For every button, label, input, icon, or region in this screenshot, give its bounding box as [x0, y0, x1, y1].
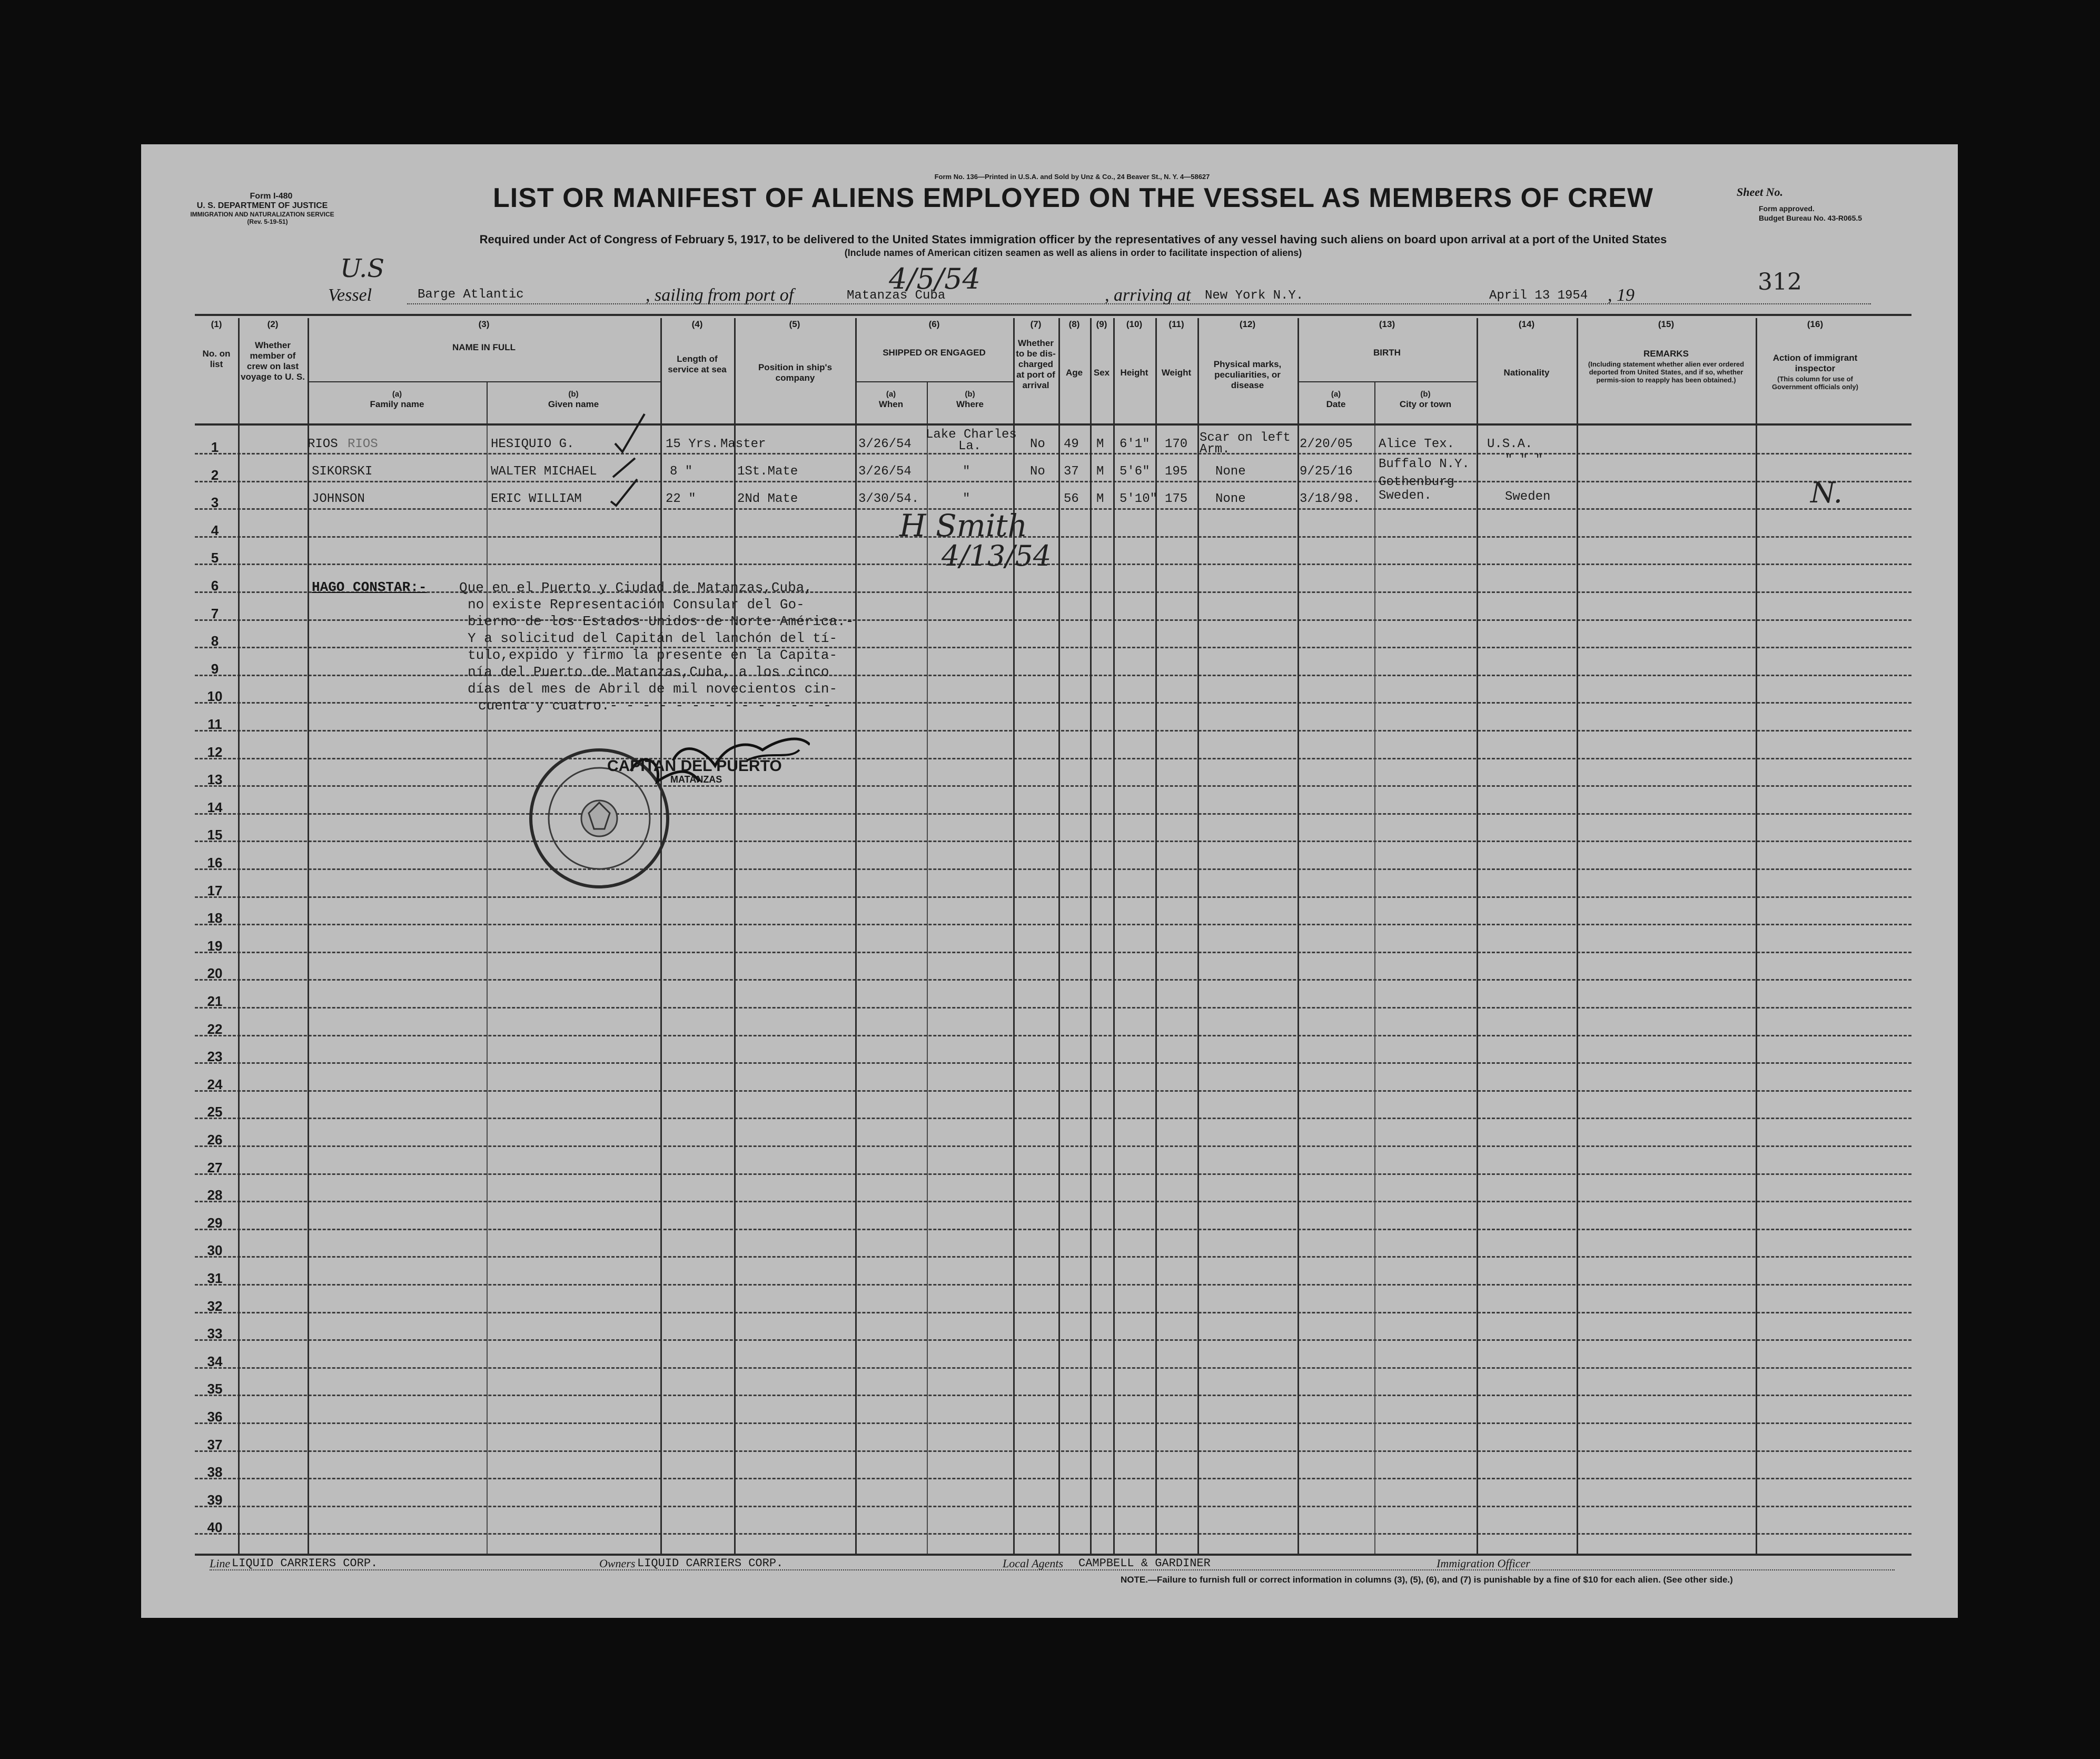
footer-underline — [210, 1569, 1895, 1570]
row-number: 27 — [207, 1159, 223, 1175]
header-length-service: Length of service at sea — [668, 354, 727, 374]
manifest-document — [141, 144, 1958, 1618]
crew-1-given: HESIQUIO G. — [491, 437, 574, 451]
col-line — [1297, 318, 1299, 1554]
certification-line-2: no existe Representación Consular del Go- — [468, 597, 805, 612]
table-row — [195, 785, 1911, 787]
header-birth-date: Date — [1326, 399, 1346, 409]
colnum-11: (11) — [1168, 319, 1184, 329]
row-number: 14 — [207, 799, 223, 815]
table-row — [195, 1450, 1911, 1452]
name-split — [487, 382, 488, 424]
crew-2-age: 37 — [1064, 465, 1079, 479]
name-subdivider — [308, 381, 660, 382]
row-number: 8 — [211, 633, 219, 649]
shipped-split — [927, 382, 928, 424]
table-row — [195, 619, 1911, 621]
crew-2-city: Buffalo N.Y. — [1379, 457, 1470, 471]
certification-line-7: días del mes de Abril de mil novecientos cin- — [468, 681, 838, 697]
header-physical: Physical marks, peculiarities, or disease — [1213, 359, 1282, 390]
header-whether-member: Whether member of crew on last voyage to U. S. — [241, 340, 305, 382]
vessel-underline — [407, 303, 1871, 304]
handwritten-us: U.S — [340, 254, 385, 283]
col-line — [1090, 318, 1092, 1554]
header-remarks: REMARKS — [1643, 349, 1689, 359]
crew-1-family: RIOS — [308, 437, 338, 451]
agents-value: CAMPBELL & GARDINER — [1078, 1557, 1211, 1570]
header-given-name: Given name — [548, 399, 599, 409]
crew-1-physical2: Arm. — [1200, 442, 1230, 457]
crew-3-physical: None — [1215, 492, 1246, 506]
crew-1-sex: M — [1096, 437, 1104, 451]
sailing-label: , sailing from port of — [646, 285, 794, 305]
row-number: 26 — [207, 1132, 223, 1148]
table-row — [195, 868, 1911, 870]
page-title: LIST OR MANIFEST OF ALIENS EMPLOYED ON THE VESSEL AS MEMBERS OF CREW — [493, 183, 1653, 213]
row-number: 24 — [207, 1076, 223, 1092]
header-action: Action of immigrant inspector — [1772, 353, 1858, 373]
header-given-b: (b) — [568, 390, 579, 399]
signer-place: MATANZAS — [670, 774, 722, 785]
crew-1-city: Alice Tex. — [1379, 437, 1455, 451]
line-value: LIQUID CARRIERS CORP. — [232, 1557, 378, 1570]
table-row — [195, 1229, 1911, 1230]
crew-3-height: 5'10" — [1120, 492, 1158, 506]
header-birth: BIRTH — [1373, 348, 1401, 358]
row-number: 10 — [207, 688, 223, 705]
row-number: 5 — [211, 550, 219, 566]
crew-3-position: 2Nd Mate — [737, 492, 798, 506]
col-line — [1013, 318, 1015, 1554]
row-number: 30 — [207, 1242, 223, 1259]
certification-line-5: tulo,expido y firmo la presente en la Capita- — [468, 647, 838, 663]
colnum-4: (4) — [691, 319, 703, 329]
header-where: Where — [956, 399, 984, 409]
table-row — [195, 813, 1911, 815]
row-number: 2 — [211, 467, 219, 483]
crew-3-length: 22 " — [666, 492, 696, 506]
table-row — [195, 1173, 1911, 1175]
table-row — [195, 675, 1911, 676]
col-line — [1058, 318, 1060, 1554]
header-date-a: (a) — [1331, 390, 1341, 399]
birth-split — [1374, 382, 1375, 424]
colnum-6: (6) — [928, 319, 940, 329]
header-when-a: (a) — [886, 390, 896, 399]
header-remarks-note: (Including statement whether alien ever ordered deported from United States, and if so, whether permis-sion to reapply has been obtained.) — [1588, 360, 1745, 384]
table-row — [195, 758, 1911, 759]
crew-3-family: JOHNSON — [312, 492, 365, 506]
header-action-note: (This column for use of Government officials only) — [1772, 375, 1858, 391]
agents-label: Local Agents — [1003, 1557, 1064, 1570]
row-number: 15 — [207, 827, 223, 843]
crew-1-family-echo: RIOS — [348, 437, 378, 451]
table-row — [195, 1533, 1911, 1535]
table-row — [195, 591, 1911, 593]
header-sex: Sex — [1093, 368, 1110, 378]
crew-1-nationality: U.S.A. — [1487, 437, 1533, 451]
crew-1-position: Master — [720, 437, 766, 451]
table-row — [195, 481, 1911, 482]
row-number: 20 — [207, 965, 223, 982]
table-row — [195, 841, 1911, 842]
line-label: Line — [210, 1557, 231, 1570]
crew-3-given: ERIC WILLIAM — [491, 492, 582, 506]
table-row — [195, 536, 1911, 538]
table-row — [195, 1256, 1911, 1258]
table-row — [195, 453, 1911, 454]
crew-1-birth-date: 2/20/05 — [1300, 437, 1353, 451]
crew-2-weight: 195 — [1165, 465, 1188, 479]
header-shipped: SHIPPED OR ENGAGED — [883, 348, 986, 358]
colnum-7: (7) — [1030, 319, 1042, 329]
row-number: 39 — [207, 1491, 223, 1508]
row-number: 29 — [207, 1214, 223, 1231]
owners-value: LIQUID CARRIERS CORP. — [637, 1557, 784, 1570]
row-number: 13 — [207, 772, 223, 788]
header-where-b: (b) — [965, 390, 975, 399]
service: IMMIGRATION AND NATURALIZATION SERVICE — [190, 211, 334, 218]
table-row — [195, 1118, 1911, 1119]
owners-label: Owners — [599, 1557, 636, 1570]
table-row — [195, 1035, 1911, 1036]
table-row — [195, 647, 1911, 648]
header-name-in-full: NAME IN FULL — [452, 342, 516, 352]
crew-1-weight: 170 — [1165, 437, 1188, 451]
crew-3-sex: M — [1096, 492, 1104, 506]
table-row — [195, 1422, 1911, 1424]
arrival-date: April 13 1954 — [1489, 289, 1588, 303]
crew-2-length: 8 " — [670, 465, 693, 479]
row-number: 1 — [211, 439, 219, 455]
crew-1-where: La. — [958, 439, 982, 453]
row-number: 19 — [207, 937, 223, 954]
certification-line-8: cuenta y cuatro.- - - - - - - - - - - - - - — [478, 698, 831, 714]
row-number: 36 — [207, 1409, 223, 1425]
crew-2-nationality: " " " — [1505, 453, 1543, 467]
header-nationality: Nationality — [1503, 368, 1550, 378]
colnum-2: (2) — [267, 319, 279, 329]
row-number: 35 — [207, 1381, 223, 1397]
row-number: 40 — [207, 1519, 223, 1536]
table-row — [195, 1090, 1911, 1092]
signer-title: CAPITAN DEL PUERTO — [607, 757, 782, 775]
table-row — [195, 1007, 1911, 1009]
form-id: Form I-480 — [250, 192, 293, 201]
row-number: 7 — [211, 605, 219, 621]
col-line — [1756, 318, 1757, 1554]
crew-3-city: Gothenburg — [1379, 475, 1455, 489]
officer-label: Immigration Officer — [1437, 1557, 1530, 1570]
row-number: 28 — [207, 1187, 223, 1203]
colnum-16: (16) — [1807, 319, 1824, 329]
table-top-border — [195, 314, 1911, 316]
table-row — [195, 1339, 1911, 1341]
table-row — [195, 564, 1911, 565]
crew-2-sex: M — [1096, 465, 1104, 479]
table-row — [195, 1312, 1911, 1313]
colnum-9: (9) — [1096, 319, 1107, 329]
table-row — [195, 1395, 1911, 1396]
row-number: 32 — [207, 1298, 223, 1314]
row-number: 4 — [211, 522, 219, 538]
certification-line-4: Y a solicitud del Capitán del lanchón del tí- — [468, 630, 838, 646]
col-line — [1577, 318, 1578, 1554]
crew-3-action: N. — [1810, 476, 1843, 509]
header-city-b: (b) — [1420, 390, 1431, 399]
header-weight: Weight — [1161, 368, 1192, 378]
arriving-port: New York N.Y. — [1205, 289, 1304, 303]
col-line-thin — [1374, 426, 1375, 1554]
colnum-13: (13) — [1379, 319, 1395, 329]
header-height: Height — [1120, 368, 1148, 378]
col-line — [1197, 318, 1199, 1554]
crew-3-age: 56 — [1064, 492, 1079, 506]
certification-line-1: Que en el Puerto y Ciudad de Matanzas,Cuba, — [459, 580, 813, 596]
crew-2-family: SIKORSKI — [312, 465, 373, 479]
table-row — [195, 924, 1911, 925]
table-row — [195, 1506, 1911, 1507]
colnum-8: (8) — [1068, 319, 1080, 329]
vessel-name: Barge Atlantic — [418, 288, 524, 302]
colnum-5: (5) — [789, 319, 800, 329]
col-line — [308, 318, 309, 1554]
colnum-3: (3) — [478, 319, 490, 329]
row-number: 3 — [211, 495, 219, 511]
crew-2-position: 1St.Mate — [737, 465, 798, 479]
row-number: 16 — [207, 855, 223, 871]
form-approved: Form approved. — [1759, 204, 1815, 213]
crew-3-weight: 175 — [1165, 492, 1188, 506]
colnum-10: (10) — [1126, 319, 1143, 329]
crew-1-length: 15 Yrs. — [666, 437, 719, 451]
header-position: Position in ship's company — [758, 362, 833, 383]
header-discharged: Whether to be dis-charged at port of arrival — [1016, 338, 1056, 390]
col-line — [1113, 318, 1115, 1554]
shipped-subdivider — [855, 381, 1013, 382]
table-row — [195, 508, 1911, 510]
certification-line-3: bierno de los Estados Unidos de Norte América.- — [468, 614, 854, 629]
table-row — [195, 1145, 1911, 1147]
table-row — [195, 702, 1911, 704]
crew-1-physical: Scar on left — [1200, 431, 1291, 445]
printer-line: Form No. 136—Printed in U.S.A. and Sold by Unz & Co., 24 Beaver St., N. Y. 4—58627 — [934, 173, 1210, 181]
table-bottom-border — [195, 1554, 1911, 1556]
table-row — [195, 896, 1911, 898]
table-row — [195, 952, 1911, 953]
inspector-signature: H Smith — [899, 508, 1027, 543]
page-number: 312 — [1758, 269, 1802, 295]
row-number: 31 — [207, 1270, 223, 1286]
row-number: 17 — [207, 882, 223, 898]
crew-2-where: " — [963, 465, 970, 479]
table-row — [195, 1201, 1911, 1202]
crew-1-age: 49 — [1064, 437, 1079, 451]
official-seal — [515, 729, 810, 908]
header-family-a: (a) — [392, 390, 402, 399]
subtitle: Required under Act of Congress of February 5, 1917, to be delivered to the United States immigration officer by the representatives of any vessel having such aliens on board upon arrival at a port of the United States — [479, 233, 1667, 246]
vessel-label: Vessel — [328, 285, 372, 305]
colnum-12: (12) — [1239, 319, 1256, 329]
crew-2-when: 3/26/54 — [858, 465, 912, 479]
sailing-port: Matanzas Cuba — [847, 289, 946, 303]
table-row — [195, 1367, 1911, 1369]
header-when: When — [878, 399, 904, 409]
certification-line-6: nía del Puerto de Matanzas,Cuba, a los cinco — [468, 664, 829, 680]
arriving-label: , arriving at — [1105, 285, 1191, 305]
header-family-name: Family name — [370, 399, 424, 409]
row-number: 6 — [211, 578, 219, 594]
crew-2-height: 5'6" — [1120, 465, 1150, 479]
crew-2-given: WALTER MICHAEL — [491, 465, 597, 479]
crew-3-nationality: Sweden — [1505, 490, 1551, 504]
header-no-on-list: No. on list — [202, 349, 231, 369]
table-row — [195, 979, 1911, 981]
certification-label: HAGO CONSTAR:- — [312, 579, 427, 595]
col-line — [855, 318, 857, 1554]
row-number: 25 — [207, 1104, 223, 1120]
col-line — [734, 318, 736, 1554]
colnum-14: (14) — [1518, 319, 1535, 329]
handwritten-date: 4/5/54 — [889, 262, 980, 295]
department: U. S. DEPARTMENT OF JUSTICE — [196, 201, 328, 210]
birth-subdivider — [1297, 381, 1477, 382]
table-row — [195, 1284, 1911, 1286]
revision: (Rev. 5-19-51) — [247, 218, 288, 225]
sheet-no: Sheet No. — [1737, 185, 1783, 199]
crew-3-city2: Sweden. — [1379, 489, 1432, 503]
table-row — [195, 1478, 1911, 1479]
row-number: 22 — [207, 1021, 223, 1037]
colnum-1: (1) — [211, 319, 222, 329]
budget-bureau: Budget Bureau No. 43-R065.5 — [1759, 214, 1863, 222]
row-number: 12 — [207, 744, 223, 760]
col-line — [238, 318, 240, 1554]
row-number: 33 — [207, 1326, 223, 1342]
crew-2-physical: None — [1215, 465, 1246, 479]
row-number: 11 — [207, 716, 222, 732]
row-number: 38 — [207, 1464, 223, 1480]
crew-3-when: 3/30/54. — [858, 492, 919, 506]
crew-1-discharged: No — [1030, 437, 1045, 451]
header-city: City or town — [1399, 399, 1452, 409]
header-bottom-border — [195, 423, 1911, 426]
footer-note: NOTE.—Failure to furnish full or correct information in columns (3), (5), (6), and (7) is punishable by a fine of $10 for each alien. (See other side.) — [1121, 1575, 1733, 1585]
crew-1-when: 3/26/54 — [858, 437, 912, 451]
crew-1-height: 6'1" — [1120, 437, 1150, 451]
row-number: 23 — [207, 1049, 223, 1065]
row-number: 21 — [207, 993, 223, 1009]
inspector-sig-date: 4/13/54 — [942, 539, 1052, 572]
crew-1-where-top: Lake Charles — [926, 428, 1017, 442]
year-label: , 19 — [1608, 285, 1635, 305]
table-row — [195, 730, 1911, 732]
header-age: Age — [1065, 368, 1083, 378]
subnote: (Include names of American citizen seamen as well as aliens in order to facilitate inspection of aliens) — [844, 248, 1302, 258]
check-marks — [605, 408, 684, 513]
col-line — [1477, 318, 1478, 1554]
crew-2-birth-date: 9/25/16 — [1300, 465, 1353, 479]
row-number: 37 — [207, 1436, 223, 1452]
colnum-15: (15) — [1658, 319, 1675, 329]
crew-2-discharged: No — [1030, 465, 1045, 479]
col-line-thin — [927, 426, 928, 1554]
crew-3-where: " — [963, 492, 970, 506]
row-number: 34 — [207, 1353, 223, 1369]
row-number: 9 — [211, 660, 219, 677]
row-number: 18 — [207, 910, 223, 926]
table-row — [195, 1062, 1911, 1064]
crew-3-birth-date: 3/18/98. — [1300, 492, 1361, 506]
